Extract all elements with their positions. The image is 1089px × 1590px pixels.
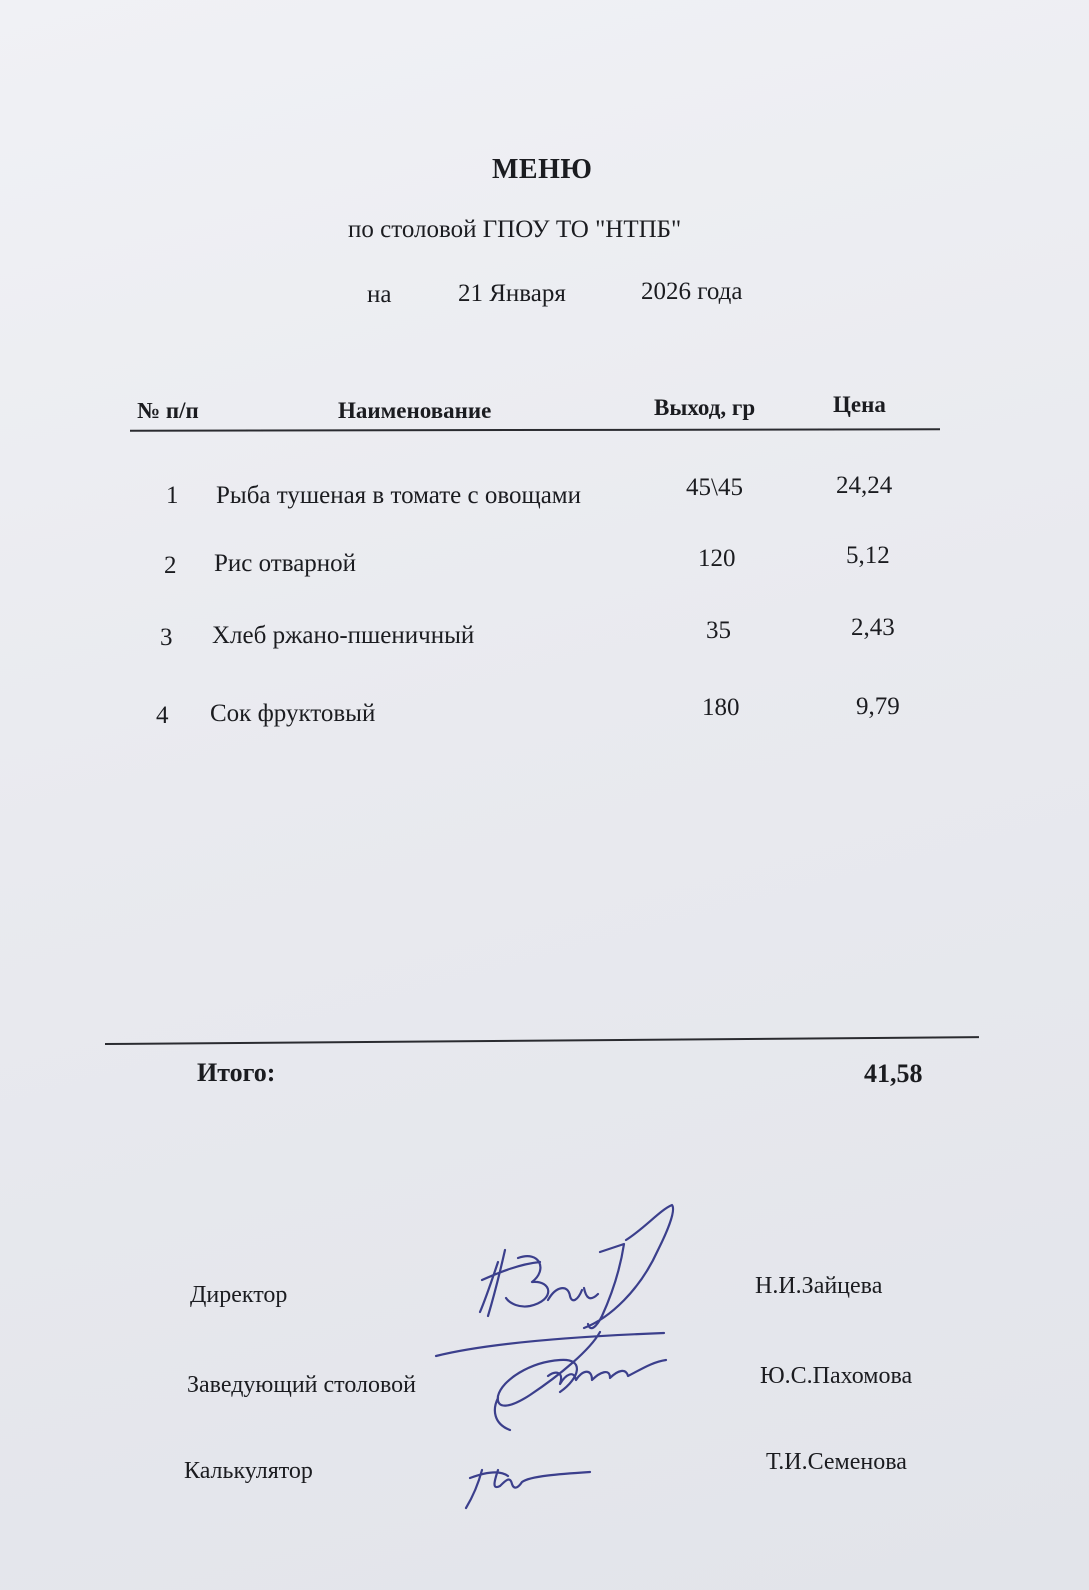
signatory-name-calculator: Т.И.Семенова <box>766 1449 907 1475</box>
row-price: 24,24 <box>836 472 893 499</box>
row-name: Хлеб ржано-пшеничный <box>212 622 475 649</box>
total-value: 41,58 <box>864 1059 923 1088</box>
signatory-name-director: Н.И.Зайцева <box>755 1273 883 1299</box>
row-yield: 120 <box>698 545 736 572</box>
signatory-role-calculator: Калькулятор <box>184 1458 313 1484</box>
row-num: 4 <box>156 702 169 729</box>
signatory-role-canteen-head: Заведующий столовой <box>187 1372 417 1398</box>
document-subtitle: по столовой ГПОУ ТО "НТПБ" <box>348 216 682 243</box>
calculator-signature <box>466 1470 590 1508</box>
canteen-head-signature <box>436 1332 666 1430</box>
header-yield: Выход, гр <box>654 395 756 420</box>
row-num: 1 <box>166 482 179 509</box>
row-price: 5,12 <box>846 542 890 569</box>
row-yield: 35 <box>706 617 731 644</box>
date-day: 21 Января <box>458 280 566 307</box>
header-name: Наименование <box>338 398 492 423</box>
row-price: 2,43 <box>851 614 895 641</box>
total-label: Итого: <box>197 1058 276 1087</box>
row-yield: 45\45 <box>686 474 743 501</box>
row-name: Сок фруктовый <box>210 700 376 727</box>
row-num: 2 <box>164 552 177 579</box>
row-num: 3 <box>160 624 173 651</box>
header-price: Цена <box>833 392 886 417</box>
row-price: 9,79 <box>856 693 900 720</box>
date-year: 2026 года <box>641 278 743 305</box>
document-title: МЕНЮ <box>492 154 593 185</box>
row-name: Рис отварной <box>214 550 357 577</box>
row-name: Рыба тушеная в томате с овощами <box>216 482 582 509</box>
date-prefix: на <box>367 281 392 308</box>
signatory-name-canteen-head: Ю.С.Пахомова <box>760 1363 913 1389</box>
header-num: № п/п <box>137 398 199 423</box>
signatory-role-director: Директор <box>190 1282 288 1308</box>
director-signature <box>480 1205 673 1328</box>
row-yield: 180 <box>702 694 740 721</box>
